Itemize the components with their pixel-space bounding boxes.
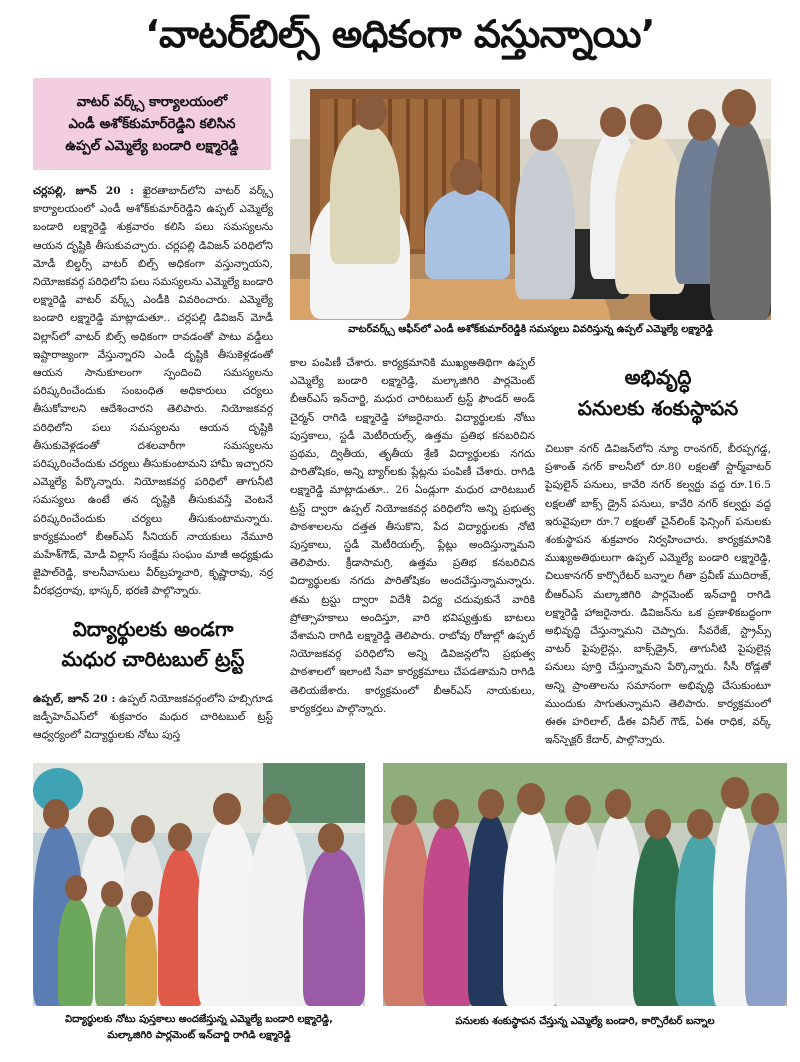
story3-body: చిలుకా నగర్‌ డివిజన్‌లోని న్యూ రాంనగర్‌, బీరప్పగడ్డ, ప్రశాంత్‌ నగర్‌ కాలనీలో రూ.80 లక్షలతో స్టార్మ్‌వాటర్‌ పైపులైన్‌ పనులు, కావేరి నగర్‌ కల్వర్టు వద్ద రూ.16.5 లక్షలతో బాక్స్‌ డ్రైన్‌ పనులు, కావేరి నగర్‌ కల్వర్టు వద్ద ఇరువైపులా రూ.7 లక్షలతో చైన్‌లింక్‌ ఫెన్సింగ్‌ పనులకు శంకుస్థాపన శుక్రవారం నిర్వహించారు. కార్యక్రమానికి ముఖ్యఅతిథులుగా ఉప్పల్‌ ఎమ్మెల్యే బండారి లక్ష్మారెడ్డి, చిలుకానగర్‌ కార్పొరేటర్‌ బన్నాల గీతా ప్రవీణ్‌ ముదిరాజ్‌, బీఆర్‌ఎస్‌ మల్కాజిగిరి పార్లమెంట్‌ ఇన్‌చార్జి రాగిడి లక్ష్మారెడ్డి హాజరైనారు. డివిజన్‌ను ఒక ప్రణాళికబద్ధంగా అభివృద్ధి చేస్తున్నామని చెప్పారు. సీవరేజ్‌, స్ట్రామ్స్‌ వాటర్‌ పైపులైన్లు, బాక్స్‌డ్రైన్‌, తాగునీటి పైపులైన్ల పనులు పూర్తి చేస్తున్నామని పేర్కొన్నారు. సీసీ రోడ్లతో అన్ని ప్రాంతాలను సమానంగా అభివృద్ధి చేసుకుంటూ ముందుకు సాగుతున్నామని తెలిపారు. కార్యక్రమంలో ఈఈ హరిలాల్‌, డీఈ వినీల్‌ గౌడ్‌, ఏఈ రాధిక, వర్క్‌ ఇన్‌స్పెక్టర్‌ కేదార్‌, పాల్గొన్నారు. xyxy=(545,443,771,746)
story1-subhead-line-3: ఉప్పల్‌ ఎమ్మెల్యే బండారి లక్ష్మారెడ్డి xyxy=(65,138,239,154)
story2-subhead-line-2: మధుర చారిటబుల్‌ ట్రస్ట్‌ xyxy=(61,647,245,671)
story1-dateline: చర్లపల్లి, జూన్‌ 20 : xyxy=(33,185,134,197)
story2-body-middle: కాల పంపిణీ చేశారు. కార్యక్రమానికి ముఖ్యఅతిథిగా ఉప్పల్‌ ఎమ్మెల్యే బండారి లక్ష్మారెడ్డి, మల్కాజిగిరి పార్లమెంట్‌ బీఆర్‌ఎస్‌ ఇన్‌చార్జి, మధుర చారిటబుల్‌ ట్రస్ట్‌ ఫౌండర్‌ అండ్‌ చైర్మన్‌ రాగిడి లక్ష్మారెడ్డి హాజరైనారు. విద్యార్థులకు నోటు పుస్తకాలు, స్టడీ మెటీరియల్స్‌, ఉత్తమ ప్రతిభ కనబరిచిన ప్రథమ, ద్వితీయ, తృతీయ శ్రేణి విద్యార్థులకు నగదు పారితోషికం, అన్ని బ్యాగ్‌లకు ప్లేట్లను పంపిణీ చేశారు. రాగిడి లక్ష్మారెడ్డి మాట్లాడుతూ.. 26 ఏండ్లుగా మధుర చారిటబుల్‌ ట్రస్ట్‌ ద్వారా ఉప్పల్‌ నియోజకవర్గ పరిధిలోని అన్ని ప్రభుత్వ పాఠశాలలను దత్తత తీసుకొని, పేద విద్యార్థులకు నోటి పుస్తకాలు, స్టడీ మెటీరియల్స్‌, ప్లేట్లు అందిస్తున్నామని తెలిపారు. క్రీడాసామగ్రి, ఉత్తమ ప్రతిభ కనబరిచిన విద్యార్థులకు నగదు పారితోషికం అందచేస్తున్నామన్నారు. తమ ట్రస్టు ద్వారా విదేశీ విద్య చదువుకునే వారికి ప్రోత్సాహకాలు అందిస్తూ, వారి భవిష్యత్తుకు బాటలు వేశామని రాగిడి లక్ష్మారెడ్డి తెలిపారు. రాబోవు రోజుల్లో ఉప్పల్‌ నియోజకవర్గ పరిధిలోని అన్ని డివిజన్లలోని ప్రభుత్వ పాఠశాలలో ఇలాంటి సేవా కార్యక్రమాలు చేపడతామని రాగిడి తెలియజేశారు. కార్యక్రమంలో బీఆర్‌ఎస్‌ నాయకులు, కార్యకర్తలు పాల్గొన్నారు. xyxy=(290,357,535,715)
photo-notebook-distribution xyxy=(33,763,365,1006)
story2-dateline: ఉప్పల్‌, జూన్‌ 20 : xyxy=(33,693,116,705)
story3-subhead-line-1: అభివృద్ధి xyxy=(624,365,692,389)
story1-subhead-line-1: వాటర్‌ వర్క్స్‌ కార్యాలయంలో xyxy=(76,94,228,110)
photo-office-meeting-caption: వాటర్‌వర్క్స్‌ ఆఫీస్‌లో ఎండీ అశోక్‌కుమార్‌రెడ్డికి సమస్యలు వివరిస్తున్న ఉప్పల్‌ ఎమ్మెల్యే లక్ష్మారెడ్డి xyxy=(348,324,713,335)
photo-notebook-caption-line-1: విద్యార్థులకు నోటు పుస్తకాలు అందజేస్తున్న ఎమ్మెల్యే బండారి లక్ష్మారెడ్డి, xyxy=(65,1014,333,1025)
headline: ‘వాటర్‌బిల్స్‌ అధికంగా వస్తున్నాయి’ xyxy=(145,12,655,56)
story2-subhead-line-1: విద్యార్థులకు అండగా xyxy=(72,617,234,641)
story3-subhead xyxy=(545,362,771,430)
photo-notebook-distribution-caption xyxy=(33,1012,365,1046)
photo-foundation-ceremony-caption: పనులకు శంకుస్థాపన చేస్తున్న ఎమ్మెల్యే బండారి, కార్పొరేటర్‌ బన్నాల xyxy=(455,1016,715,1027)
photo-foundation-ceremony xyxy=(383,763,787,1006)
story2-subhead xyxy=(33,614,273,680)
story3-subhead-line-2: పనులకు శంకుస్థాపన xyxy=(577,396,739,420)
story1-body xyxy=(33,182,273,606)
story2-body-left xyxy=(33,690,273,746)
story1-subhead-line-2: ఎండీ అశోక్‌కుమార్‌రెడ్డిని కలిసిన xyxy=(68,116,236,132)
photo-notebook-caption-line-2: మల్కాజిగిరి పార్లమెంట్‌ ఇన్‌చార్జి రాగిడి లక్ష్మారెడ్డి xyxy=(107,1030,291,1041)
photo-office-meeting xyxy=(290,79,771,320)
story1-body-text: ఖైరతాబాద్‌లోని వాటర్‌ వర్క్స్‌ కార్యాలయంలో ఎండీ అశోక్‌కుమార్‌రెడ్డిని ఉప్పల్‌ ఎమ్మెల్యే బండారి లక్ష్మారెడ్డి శుక్రవారం కలిసి పలు సమస్యలను ఆయన దృష్టికి తీసుకువచ్చారు. చర్లపల్లి డివిజన్‌ పరిధిలోని మోడీ బిల్డర్స్‌ వాటర్‌ బిల్స్‌ అధికంగా వస్తున్నాయని, నియోజకవర్గ పరిధిలోని పలు సమస్యలను ఎమ్మెల్యే బండారి లక్ష్మారెడ్డి వాటర్‌ వర్క్స్‌ ఎండీకి వివరించారు. ఎమ్మెల్యే బండారి లక్ష్మారెడ్డి మాట్లాడుతూ.. చర్లపల్లి డివిజన్‌ మోడీ విల్లాస్‌లో వాటర్‌ బిల్స్‌ అధికంగా రావడంతో పాటు వడ్డీలు ఇష్టారాజ్యంగా వేస్తున్నారని ఎండీ దృష్టికి తీసుకెళ్లడంతో ఆయన సానుకూలంగా స్పందించి సమస్యలను పరిష్కరించేందుకు సంబంధిత అధికారులు చర్యలు తీసుకోవాలని ఆదేశించారని తెలిపారు. నియోజకవర్గ పరిధిలోని పలు సమస్యలను ఆయన దృష్టికి తీసుకువెళ్లడంతో దశలవారీగా సమస్యలను పరిష్కరించేందుకు చర్యలు తీసుకుంటామని హామీ ఇచ్చారని ఎమ్మెల్యే పేర్కొన్నారు. నియోజకవర్గ పరిధిలో తాగునీటి సమస్యలు ఉంటే తన దృష్టికి తీసుకువస్తే వెంటనే పరిష్కరించేందుకు చర్యలు తీసుకుంటామన్నారు. కార్యక్రమంలో బీఆర్‌ఎస్‌ సీనియర్‌ నాయకులు నేమూరి మహేశ్‌గౌడ్‌, మోడీ విల్లాస్‌ సంక్షేమ సంఘం మాజీ అధ్యక్షుడు జైపాల్‌రెడ్డి, కాలనీవాసులు వీర్‌బ్రహ్మచారి, కృష్ణారావు, నర్ర వీరభద్రరావు, భాస్కర్‌, భరణి పాల్గొన్నారు. xyxy=(33,185,273,598)
story1-subhead-box xyxy=(33,78,271,170)
story2-body-left-text: ఉప్పల్‌ నియోజకవర్గంలోని హబ్సిగూడ జడ్పీహెచ్‌ఎస్‌లో శుక్రవారం మధుర చారిటబుల్‌ ట్రస్ట్‌ ఆధ్వర్యంలో విద్యార్థులకు నోటు పుస్త xyxy=(33,693,273,742)
